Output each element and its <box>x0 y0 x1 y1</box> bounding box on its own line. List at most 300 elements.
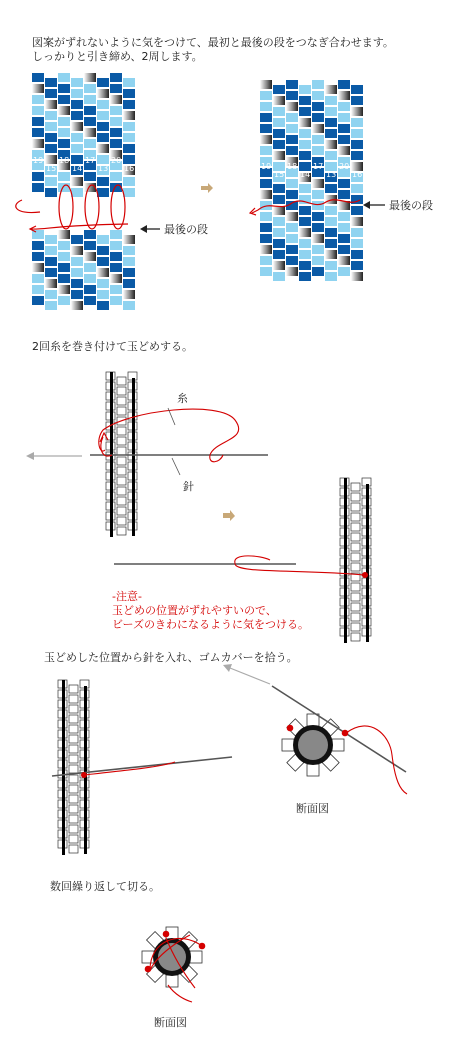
bead <box>260 146 272 155</box>
bead <box>71 235 83 244</box>
bead <box>32 252 44 261</box>
bead <box>69 785 78 793</box>
knot-dot <box>199 943 206 950</box>
bead <box>338 245 350 254</box>
bead <box>45 257 57 266</box>
bead <box>58 241 70 250</box>
bead <box>286 212 298 221</box>
bead <box>351 583 360 591</box>
bead <box>273 261 285 270</box>
bead <box>325 272 337 281</box>
bead <box>351 633 360 641</box>
bead <box>110 172 122 181</box>
bead <box>84 73 96 82</box>
step-arrow-icon <box>223 510 235 521</box>
bead <box>351 118 363 127</box>
bead <box>71 301 83 310</box>
bead-number: 15 <box>46 164 57 173</box>
bead <box>84 172 96 181</box>
bead <box>260 245 272 254</box>
bead <box>97 155 109 164</box>
bead <box>325 250 337 259</box>
bead <box>71 111 83 120</box>
bead <box>351 206 363 215</box>
bead <box>299 228 311 237</box>
bead <box>299 140 311 149</box>
bead <box>117 467 126 475</box>
bead <box>69 815 78 823</box>
bead <box>338 256 350 265</box>
bead <box>123 177 135 186</box>
bead <box>338 113 350 122</box>
bead <box>351 217 363 226</box>
bead <box>325 261 337 270</box>
bead <box>117 457 126 465</box>
bead-panel-left-top <box>32 73 135 197</box>
bead <box>97 78 109 87</box>
bead <box>299 272 311 281</box>
bead <box>325 206 337 215</box>
bead <box>58 172 70 181</box>
bead <box>58 263 70 272</box>
bead <box>351 493 360 501</box>
rubber-core <box>158 943 186 971</box>
bead-number: 16 <box>352 170 363 179</box>
bead <box>71 89 83 98</box>
bead <box>123 78 135 87</box>
bead <box>32 241 44 250</box>
bead <box>190 951 202 963</box>
bead <box>351 533 360 541</box>
bead <box>338 179 350 188</box>
bead <box>123 188 135 197</box>
bead <box>117 377 126 385</box>
bead <box>117 437 126 445</box>
step1-instruction-line1: 図案がずれないように気をつけて、最初と最後の段をつなぎ合わせます。 <box>32 36 394 49</box>
bead <box>45 177 57 186</box>
bead <box>97 89 109 98</box>
bead <box>71 122 83 131</box>
bead <box>84 139 96 148</box>
bead <box>273 118 285 127</box>
bead <box>97 122 109 131</box>
bead <box>71 268 83 277</box>
bead <box>84 117 96 126</box>
bead <box>71 188 83 197</box>
bead <box>117 517 126 525</box>
bead <box>117 407 126 415</box>
bead <box>325 217 337 226</box>
bead <box>325 151 337 160</box>
bead <box>58 117 70 126</box>
bead <box>58 73 70 82</box>
bead <box>312 102 324 111</box>
bead <box>299 107 311 116</box>
bead <box>84 241 96 250</box>
bead <box>32 139 44 148</box>
bead-strip-lower <box>340 478 371 643</box>
bead <box>71 279 83 288</box>
rubber-core <box>84 686 87 854</box>
bead <box>338 234 350 243</box>
bead <box>97 268 109 277</box>
bead <box>351 228 363 237</box>
knot-dot <box>163 931 170 938</box>
bead-number: 18 <box>287 162 298 171</box>
bead <box>351 543 360 551</box>
bead <box>45 100 57 109</box>
bead <box>299 261 311 270</box>
bead <box>69 755 78 763</box>
bead <box>97 257 109 266</box>
bead <box>299 184 311 193</box>
bead <box>338 135 350 144</box>
bead <box>351 603 360 611</box>
bead <box>45 235 57 244</box>
bead <box>312 190 324 199</box>
bead <box>110 230 122 239</box>
bead <box>325 96 337 105</box>
bead <box>117 497 126 505</box>
bead <box>273 96 285 105</box>
bead <box>286 80 298 89</box>
bead <box>338 212 350 221</box>
bead <box>69 685 78 693</box>
bead <box>110 183 122 192</box>
bead <box>58 95 70 104</box>
bead <box>307 764 319 776</box>
bead <box>260 135 272 144</box>
bead <box>260 256 272 265</box>
bead <box>110 274 122 283</box>
bead-number: 14 <box>72 164 83 173</box>
bead <box>273 195 285 204</box>
bead <box>351 250 363 259</box>
knot-dot <box>362 572 368 578</box>
bead <box>110 84 122 93</box>
bead <box>123 235 135 244</box>
bead <box>351 85 363 94</box>
bead <box>84 230 96 239</box>
bead <box>117 507 126 515</box>
bead <box>286 256 298 265</box>
bead <box>58 128 70 137</box>
bead <box>351 553 360 561</box>
bead <box>351 96 363 105</box>
note-title: -注意- <box>112 590 142 603</box>
bead-number: 17 <box>85 156 96 165</box>
bead-number: 20 <box>111 156 122 165</box>
label-thread: 糸 <box>177 392 188 405</box>
bead <box>351 272 363 281</box>
bead <box>97 188 109 197</box>
bead <box>351 261 363 270</box>
bead <box>71 177 83 186</box>
bead <box>338 223 350 232</box>
bead <box>69 735 78 743</box>
bead <box>260 234 272 243</box>
bead <box>286 124 298 133</box>
bead <box>351 623 360 631</box>
bead <box>58 183 70 192</box>
bead <box>286 179 298 188</box>
bead <box>123 122 135 131</box>
bead <box>117 447 126 455</box>
bead <box>123 111 135 120</box>
bead <box>260 80 272 89</box>
bead <box>338 146 350 155</box>
bead <box>123 133 135 142</box>
bead <box>286 223 298 232</box>
step3-instruction: 玉どめした位置から針を入れ、ゴムカバーを拾う。 <box>44 651 298 664</box>
bead <box>58 252 70 261</box>
bead <box>110 263 122 272</box>
bead <box>260 113 272 122</box>
bead <box>312 212 324 221</box>
bead <box>338 91 350 100</box>
bead <box>351 613 360 621</box>
rubber-core <box>344 478 347 643</box>
bead-strip-step3 <box>58 680 89 855</box>
bead <box>69 745 78 753</box>
bead <box>32 183 44 192</box>
bead-panel-left-bottom <box>32 230 135 310</box>
bead <box>45 144 57 153</box>
bead <box>299 151 311 160</box>
bead <box>260 212 272 221</box>
label-cross-section-b: 断面図 <box>154 1016 187 1029</box>
note-line-1: 玉どめの位置がずれやすいので、 <box>112 604 277 617</box>
bead <box>84 263 96 272</box>
bead <box>286 234 298 243</box>
bead <box>45 78 57 87</box>
bead <box>69 725 78 733</box>
step4-instruction: 数回繰り返して切る。 <box>50 880 160 893</box>
bead-number: 17 <box>313 162 324 171</box>
bead <box>97 235 109 244</box>
bead <box>312 91 324 100</box>
bead <box>58 106 70 115</box>
bead <box>338 80 350 89</box>
bead <box>312 245 324 254</box>
bead <box>45 268 57 277</box>
bead <box>32 296 44 305</box>
bead <box>58 84 70 93</box>
bead <box>97 111 109 120</box>
bead <box>273 140 285 149</box>
bead <box>97 301 109 310</box>
bead <box>351 523 360 531</box>
bead <box>273 228 285 237</box>
bead <box>325 118 337 127</box>
bead-number: 14 <box>300 170 311 179</box>
bead <box>351 184 363 193</box>
bead <box>273 151 285 160</box>
bead <box>123 301 135 310</box>
bead <box>84 128 96 137</box>
bead <box>351 107 363 116</box>
bead <box>32 128 44 137</box>
bead <box>32 172 44 181</box>
bead <box>45 246 57 255</box>
bead <box>312 223 324 232</box>
bead <box>299 239 311 248</box>
bead <box>117 397 126 405</box>
bead <box>71 246 83 255</box>
bead <box>84 106 96 115</box>
bead <box>84 274 96 283</box>
bead <box>299 85 311 94</box>
label-last-row-left: 最後の段 <box>164 223 208 236</box>
bead <box>32 263 44 272</box>
bead <box>117 527 126 535</box>
bead <box>84 252 96 261</box>
bead <box>71 144 83 153</box>
bead <box>69 825 78 833</box>
label-cross-section-a: 断面図 <box>296 802 329 815</box>
bead <box>299 129 311 138</box>
bead <box>325 129 337 138</box>
bead <box>312 135 324 144</box>
bead-number: 18 <box>59 156 70 165</box>
bead <box>32 274 44 283</box>
bead <box>260 102 272 111</box>
bead-number: 13 <box>326 170 337 179</box>
bead <box>325 140 337 149</box>
bead <box>71 290 83 299</box>
bead <box>351 129 363 138</box>
bead <box>286 245 298 254</box>
bead <box>260 223 272 232</box>
bead <box>123 268 135 277</box>
bead <box>110 296 122 305</box>
bead <box>58 230 70 239</box>
cross-section-diagram-final <box>142 927 202 987</box>
bead <box>325 239 337 248</box>
bead <box>32 285 44 294</box>
bead <box>123 257 135 266</box>
bead <box>45 301 57 310</box>
bead <box>123 89 135 98</box>
bead <box>123 290 135 299</box>
bead <box>351 151 363 160</box>
bead <box>110 73 122 82</box>
bead <box>84 84 96 93</box>
bead-number: 16 <box>124 164 135 173</box>
bead <box>286 113 298 122</box>
bead <box>325 107 337 116</box>
bead <box>338 124 350 133</box>
bead <box>97 246 109 255</box>
bead <box>58 296 70 305</box>
bead <box>273 272 285 281</box>
bead <box>69 715 78 723</box>
bead <box>260 124 272 133</box>
bead <box>351 503 360 511</box>
bead <box>71 78 83 87</box>
bead <box>69 805 78 813</box>
bead <box>351 140 363 149</box>
bead <box>123 100 135 109</box>
bead <box>286 190 298 199</box>
bead <box>110 139 122 148</box>
bead <box>32 73 44 82</box>
bead <box>312 113 324 122</box>
bead <box>117 487 126 495</box>
bead <box>110 117 122 126</box>
bead <box>97 279 109 288</box>
bead <box>84 95 96 104</box>
bead <box>71 155 83 164</box>
bead <box>312 179 324 188</box>
bead <box>58 274 70 283</box>
bead <box>286 146 298 155</box>
bead-panel-right <box>260 80 363 281</box>
knot-dot <box>81 772 87 778</box>
bead <box>45 290 57 299</box>
bead <box>123 144 135 153</box>
bead <box>69 845 78 853</box>
bead <box>273 239 285 248</box>
bead <box>273 250 285 259</box>
bead <box>69 765 78 773</box>
bead <box>273 217 285 226</box>
rubber-core <box>298 730 328 760</box>
bead <box>84 183 96 192</box>
bead <box>71 257 83 266</box>
bead <box>312 267 324 276</box>
label-last-row-right: 最後の段 <box>389 199 433 212</box>
bead <box>286 135 298 144</box>
bead <box>286 91 298 100</box>
bead <box>97 290 109 299</box>
thread <box>346 726 407 794</box>
bead <box>97 100 109 109</box>
bead <box>45 279 57 288</box>
bead <box>97 133 109 142</box>
rubber-core <box>62 680 65 855</box>
step2-instruction: 2回糸を巻き付けて玉どめする。 <box>32 340 193 353</box>
bead <box>71 100 83 109</box>
bead <box>110 252 122 261</box>
bead <box>110 95 122 104</box>
bead <box>286 267 298 276</box>
arrow-icon <box>140 225 160 233</box>
bead-number: 20 <box>339 162 350 171</box>
bead <box>123 246 135 255</box>
bead <box>338 102 350 111</box>
note-line-2: ビーズのきわになるように気をつける。 <box>112 618 310 631</box>
bead <box>97 144 109 153</box>
bead <box>45 111 57 120</box>
bead <box>110 128 122 137</box>
bead <box>312 201 324 210</box>
bead <box>351 593 360 601</box>
knot-dot <box>145 966 152 973</box>
bead <box>312 146 324 155</box>
bead <box>32 117 44 126</box>
bead <box>69 835 78 843</box>
bead <box>97 177 109 186</box>
step-arrow-icon <box>201 183 213 193</box>
bead <box>312 80 324 89</box>
bead <box>299 250 311 259</box>
bead <box>123 279 135 288</box>
bead <box>110 106 122 115</box>
bead <box>351 239 363 248</box>
direction-arrow-icon <box>223 664 270 684</box>
label-needle: 針 <box>183 480 194 493</box>
